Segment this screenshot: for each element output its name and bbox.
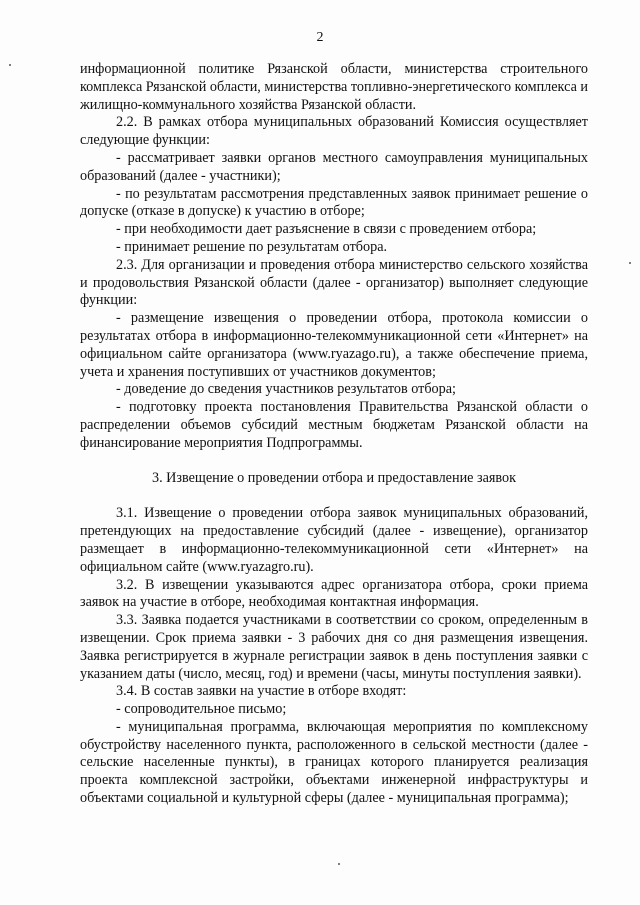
scan-speck (9, 64, 11, 66)
scan-speck (338, 863, 340, 865)
list-item: - по результатам рассмотрения представленных заявок принимает решение о допуске (отказе в допуске) к участию в отборе; (80, 185, 588, 220)
clause-2-3: 2.3. Для организации и проведения отбора министерство сельского хозяйства и продовольствия Рязанской области (далее - организатор) выполняет следующие функции: (80, 256, 588, 309)
page-number: 2 (316, 30, 324, 45)
list-item: - муниципальная программа, включающая мероприятия по комплексному обустройству населенного пункта, расположенного в сельской местности (далее - сельские населенные пункты), в границах которого планируется реализация проекта комплексной застройки, объектами инженерной инфраструктуры и объектами социальной и культурной сферы (далее - муниципальная программа); (80, 718, 588, 807)
list-item: - принимает решение по результатам отбора. (116, 238, 388, 255)
document-body (80, 61, 588, 808)
clause-3-3: 3.3. Заявка подается участниками в соответствии со сроком, определенным в извещении. Срок приема заявки - 3 рабочих дня со дня размещения извещения. Заявка регистрируется в журнале регистрации заявок в день поступления заявки с указанием даты (число, месяц, год) и времени (часы, минуты поступления заявки). (80, 612, 588, 682)
clause-3-4: 3.4. В состав заявки на участие в отборе входят: (116, 683, 407, 700)
clause-3-1: 3.1. Извещение о проведении отбора заявок муниципальных образований, претендующих на предоставление субсидий (далее - извещение), организатор размещает в информационно-телекоммуникационной сети «Интернет» на официальном сайте (www.ryazagro.ru). (80, 505, 588, 575)
list-item: - подготовку проекта постановления Правительства Рязанской области о распределении объемов субсидий местным бюджетам Рязанской области на финансирование мероприятия Подпрограммы. (80, 399, 588, 451)
clause-3-2: 3.2. В извещении указываются адрес организатора отбора, сроки приема заявок на участие в отборе, необходимая контактная информация. (80, 576, 588, 611)
section-2-clauses (80, 114, 588, 452)
section-3-clauses (80, 505, 588, 808)
scan-speck (629, 262, 631, 264)
section-3-heading: 3. Извещение о проведении отбора и предоставление заявок (151, 469, 517, 486)
list-item: - размещение извещения о проведении отбора, протокола комиссии о результатах отбора в информационно-телекоммуникационной сети «Интернет» на официальном сайте организатора (www.ryazago.ru), а также обеспечение приема, учета и хранения поступивших от участников документов; (80, 310, 588, 380)
intro-paragraph: информационной политике Рязанской области, министерства строительного комплекса Рязанской области, министерства топливно-энергетического комплекса и жилищно-коммунального хозяйства Рязанской области. (80, 61, 589, 113)
list-item: - рассматривает заявки органов местного самоуправления муниципальных образований (далее - участники); (80, 149, 588, 184)
list-item: - при необходимости дает разъяснение в связи с проведением отбора; (116, 221, 537, 238)
list-item: - сопроводительное письмо; (116, 701, 287, 718)
clause-2-2: 2.2. В рамках отбора муниципальных образований Комиссия осуществляет следующие функции: (80, 114, 588, 149)
list-item: - доведение до сведения участников результатов отбора; (116, 381, 456, 398)
